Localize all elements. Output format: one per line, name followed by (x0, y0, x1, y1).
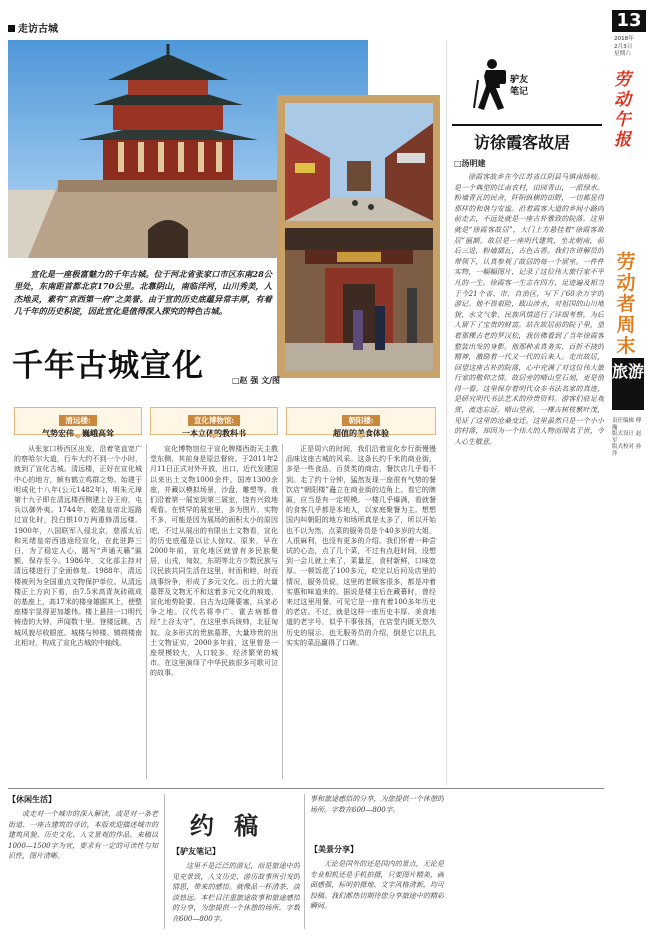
byline: □赵 强 文/图 (232, 375, 281, 385)
column-museum-text: 宣化博物馆位于宣化牌楼西街天主教堂东侧，其前身是原总督府。于2011年2月11日正式对外开放，出口，近代发建国以来出土文物1000余件。国库1300余座，并藏以模拟场景，沙盘，雕塑等。我们沿着第一展室到第三展室，饶有兴致地观看。在铁罕的展室里，多为图片，实物不多，可能是因为展场的面积太小的原因吧，不过从展出的有限出土文物看，宣化的历史底蕴是以让人惊叹。原来，早在2000年前，宣化地区就曾有多民族聚居，山戎，匈奴，东胡等北方少数民族与汉民族共同生活在这里，时而和睦，时而战事纷争，形成了多元文化。出土的大量墓葬及文物无不和这着多元文化的痕迹，宣化地势险要，自古为边陲要塞，兵家必争之地。汉代名将李广、霍去病都曾经“上谷太守”，在这里率兵统帅，北征匈奴。众多形式的贵族墓葬，大量珍贵的出土文物证实，2000多年前，这里曾是一座规模较大，人口较多，经济繁荣的城市。在这里演绎了中华民族很多可歌可泣的故事。 (150, 445, 278, 678)
street-photo (285, 103, 433, 221)
photo-caption: 宣化是一座极富魅力的千年古城。位于河北省张家口市区东南28公里处，东南距首都北京170公里。北靠阴山，南临洋河，山川秀美，人杰地灵，素有“京西第一府”之美誉。由于宣的历史底蕴异常丰厚，有着几千年的历史积淀，因此宣化是值得深入探究的特色古城。 (14, 269, 272, 317)
footer-box-notes: 【驴友笔记】 这里不是泛泛的游记，而是旅途中的见充景致，人文历史、游历故事所引发的情思，带来的感悟。就像品一杯清茶，淡淡悠远。本栏目注重旅途故事和旅途感悟的分享，为您提供一个休憩的场所。字数在600—800字。 (172, 847, 300, 923)
headline: 千年古城宣化 (12, 348, 204, 384)
section-label: 走访古城 (8, 20, 58, 35)
badge-label: 驴友 笔记 (510, 75, 529, 97)
column-qingyuan-text: 从张家口桥西区出发，沿着笔直宽广的察哈尔大道，行车大约不到一个小时，就到了宣化古城。清远楼，正好在宣化城中心的地方，颇有鹤立鸡群之势。始建于明成化十八年(公元1482年)，明朱元璋第十九子即在清远楼西侧建上谷王府，屯兵以御外夷。1744年，乾隆皇帝北巡路过宣化时，投白银10万两重修清远楼。1900年，八国联军入侵北京，慈禧太后和光绪皇帝西逃途经宣化，在此驻跸三日，为了稳定人心，题写“声通天籁”匾额，保存至今。1986年，文化部主持对清远楼进行了全面修复。1988年，清远楼被列为全国重点文物保护单位。从清远楼正上方向下看，由7.5米高青灰砖砌成的基座上，高17米的楼身雄踞其上，使整座楼宇显得更加雄伟。楼上悬挂一口明代铸造的大钟，声闻数十里。登楼远眺，古城风貌尽收眼底。城楼与钟楼、镇朔楼南北相对，构成了宣化古城的中轴线。 (14, 445, 142, 647)
subhead-qingyuan: 清远楼: 气势宏伟、巍峨高耸 (14, 407, 142, 435)
page-date: 2018年 2月3日 星期六 (614, 36, 634, 57)
story-title: 访徐霞客故居 (474, 133, 571, 152)
story-text: 徐霞客故乡在今江苏省江阴县马镇南旸岐。是一个典型的江南农村，田园青山，一派绿水。粉墙青瓦的民舍，阡陌纵横的田野，一切都显得那样的和谐与安谧。沿着霞客大道的乡间小路向前走去，不远处就是一座古朴雅致的院落。这里就是“徐霞客故居”，大门上方悬挂着“徐霞客故居”匾额。故居是一座明代建筑，坐北朝南，前后三进，粉墙黛瓦，古色古香。我们在讲解员的带领下，认真参观了故居的每一个展室。一件件实物，一幅幅图片，记录了这位伟大旅行家不平凡的一生。徐霞客一生志在四方，足迹遍及相当于今21个省、市、自治区，写下了60余万字的游记。他不畏艰险，跋山涉水，对祖国的山川地貌、水文气象、民族风情进行了详细考察，为后人留下了宝贵的财富。站在故居前的院子里，望着那棵古老的罗汉松，我仿佛看到了当年徐霞客整装出发的身影。他那种求真务实、百折不挠的精神，激励着一代又一代的后来人。走出故居，回望这座古朴的院落，心中充满了对这位伟大旅行家的敬仰之情。故居旁的晴山堂石刻，更是值得一看。这里保存着明代众多书法名家的真迹，是研究明代书法艺术的珍贵资料。游客们驻足观赏，流连忘返。晴山堂前，一棵古树枝繁叶茂，见证了这里的沧桑变迁。这里虽然只是一个小小的村落，却因为一个伟大的人物而闻名于世，令人心生敬意。 (454, 173, 604, 446)
page-number: 13 (612, 10, 646, 32)
editor-credits: 责任编辑 傅瀚 版式设计 赵军 版式校对 孙萍 (612, 418, 642, 457)
subhead-chaoyang: 朝阳楼: 超值的美食体验 (286, 407, 436, 435)
column-chaoyang-text: 正是周六的时间，我们沿着宣化步行街慢慢品味这座古城的风采。这条长约千米的商业街，多是一些食品，百货类的商店，餐饮店几乎看不到。走了约十分钟，猛然发现一座很有气势的餐饮店“朝阳楼”矗立在商业街的边角上。看它的牌匾，应当是有一定规模。一楼几乎爆满，看就餐的食客几乎都是本地人，以家庭聚餐为主。想想国内叫朝阳的地方和场所真是太多了，所以开始也不以为然，点菜的服务员是个40多岁的大姐，人很麻利，也没有更多的介绍。我们怀着一种尝试的心态，点了几个菜，不过有点赶时间，没想到一会儿就上来了，菜量足，食材新鲜，口味宽厚。一顿饭花了100多元，吃完以后问及店里的情况，服务员说，这里的老顾客很多，都是冲着实惠和味道来的。据说是楼主后在藏幕时，曾经来过这里用餐。可见它是一座有着100多年历史的老店。不过，就是这样一座历史丰厚、美食地道的老字号，似乎不事张扬，在店堂内既无悠久历史的展示，也无服务员的介绍，倒是它以扎扎实实的菜品赢得了口碑。 (286, 445, 436, 647)
masthead-logo: 劳动午报 (614, 70, 631, 150)
tourism-label: 旅游 (612, 358, 644, 410)
subhead-museum: 宣化博物馆: 一本立体的教科书 (150, 407, 278, 435)
section-square-icon (8, 25, 15, 32)
footer-box-leisure: 【休闲生活】 或走对一个城市的深入解读，或是对一条老街道、一座古建筑的寻访，本版欢迎描述城市的建筑风貌、历史文化、人文景观的作品。来稿以1000—1500字为宜，要求有一定的可读性与知识性，图片清晰。 (8, 795, 158, 861)
story-author: □汤明建 (454, 158, 486, 168)
footer-box-scenery: 事和旅途感悟的分享，为您提供一个休憩的场所。字数在600—800字。 【美景分享】 无论是国外的还是国内的景点，无论是专业相机还是手机拍摄，只要图片精美，画面感强，标明拍摄地、文字风格清新，均可投稿。我们都热切期待您分享旅途中的精彩瞬间。 (310, 795, 444, 911)
restaurant-photo (285, 228, 433, 371)
footer-title: 约 稿 (189, 812, 265, 840)
weekly-label: 劳动者周末 (616, 251, 636, 357)
footer-box-notes-continued: 事和旅途感悟的分享，为您提供一个休憩的场所。字数在600—800字。 (310, 795, 444, 814)
